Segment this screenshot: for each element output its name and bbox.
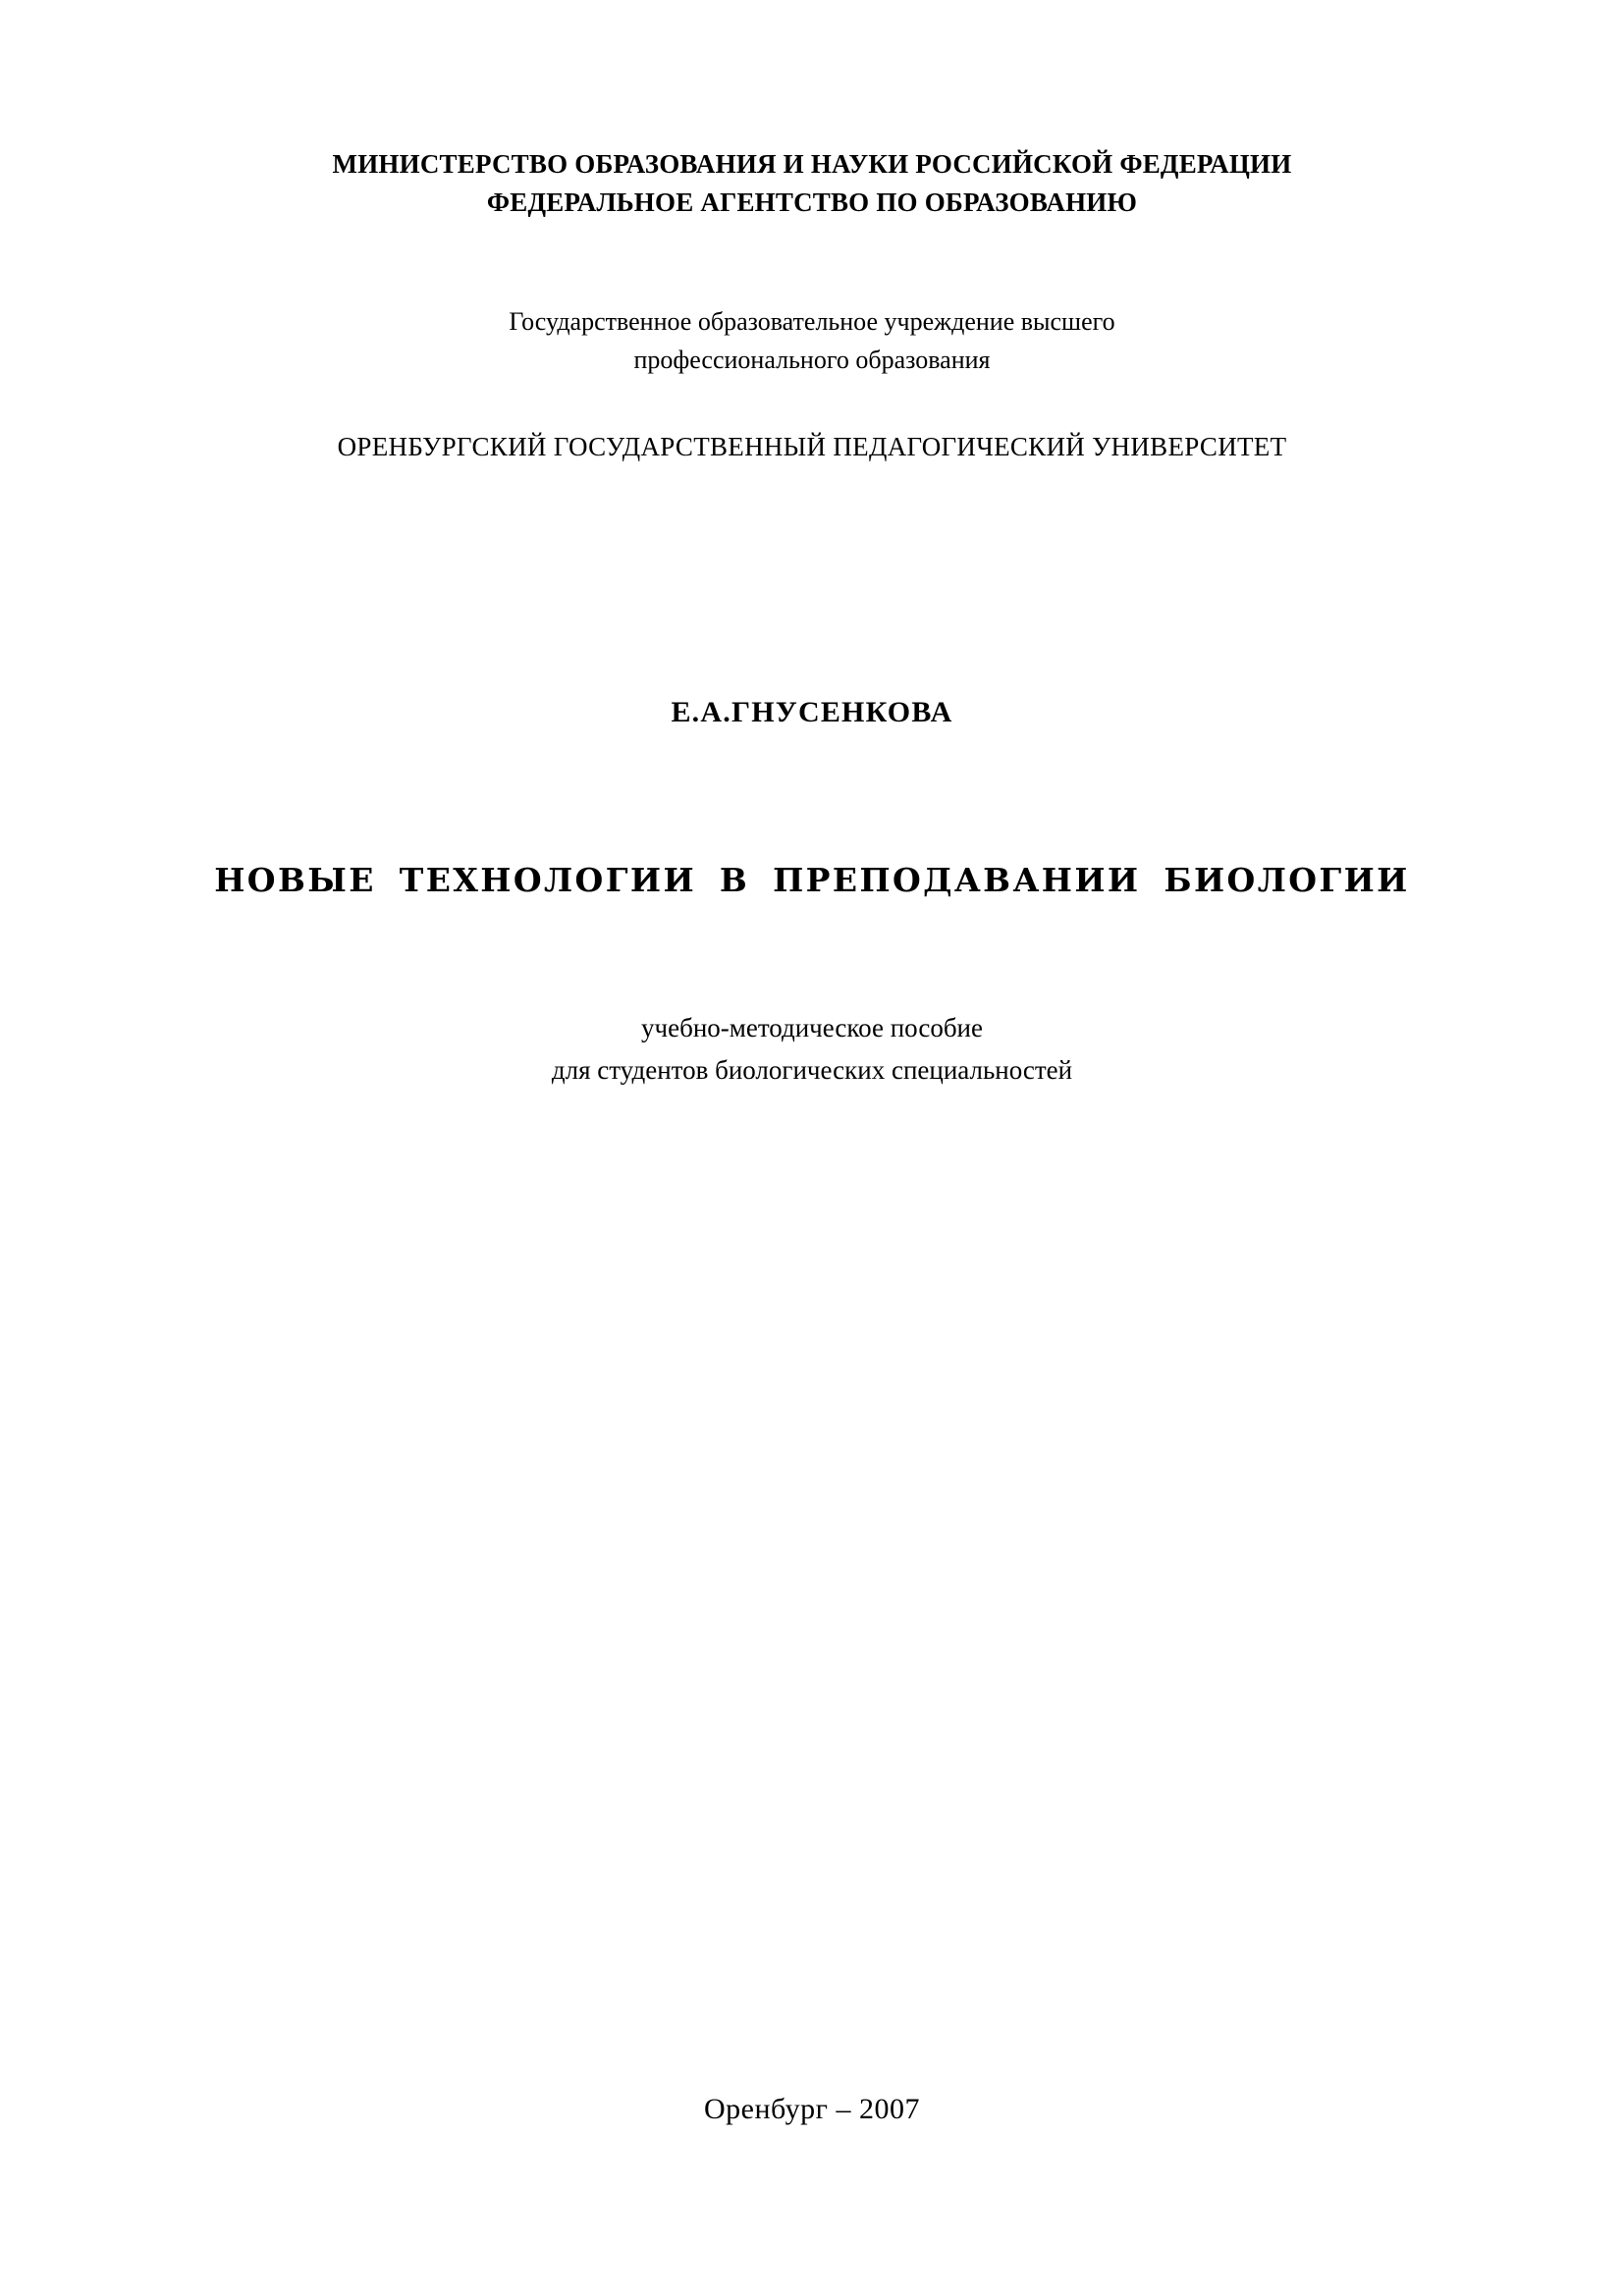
institution-block bbox=[0, 302, 1624, 379]
subtitle-block bbox=[0, 1007, 1624, 1091]
ministry-heading bbox=[0, 145, 1624, 222]
title-page-content bbox=[0, 0, 1624, 1092]
subtitle-line-1: учебно-методическое пособие bbox=[641, 1013, 983, 1043]
institution-line-1: Государственное образовательное учреждение высшего bbox=[509, 307, 1115, 337]
university-name: ОРЕНБУРГСКИЙ ГОСУДАРСТВЕННЫЙ ПЕДАГОГИЧЕСКИЙ УНИВЕРСИТЕТ bbox=[337, 432, 1287, 462]
author-name: Е.А.ГНУСЕНКОВА bbox=[671, 696, 953, 729]
imprint: Оренбург – 2007 bbox=[704, 2093, 920, 2125]
institution-line-2: профессионального образования bbox=[633, 346, 991, 375]
page-title: НОВЫЕ ТЕХНОЛОГИИ В ПРЕПОДАВАНИИ БИОЛОГИИ bbox=[214, 861, 1410, 900]
ministry-line-2: ФЕДЕРАЛЬНОЕ АГЕНТСТВО ПО ОБРАЗОВАНИЮ bbox=[486, 187, 1138, 218]
subtitle-line-2: для студентов биологических специальностей bbox=[551, 1054, 1073, 1085]
ministry-line-1: МИНИСТЕРСТВО ОБРАЗОВАНИЯ И НАУКИ РОССИЙСКОЙ ФЕДЕРАЦИИ bbox=[332, 149, 1292, 179]
